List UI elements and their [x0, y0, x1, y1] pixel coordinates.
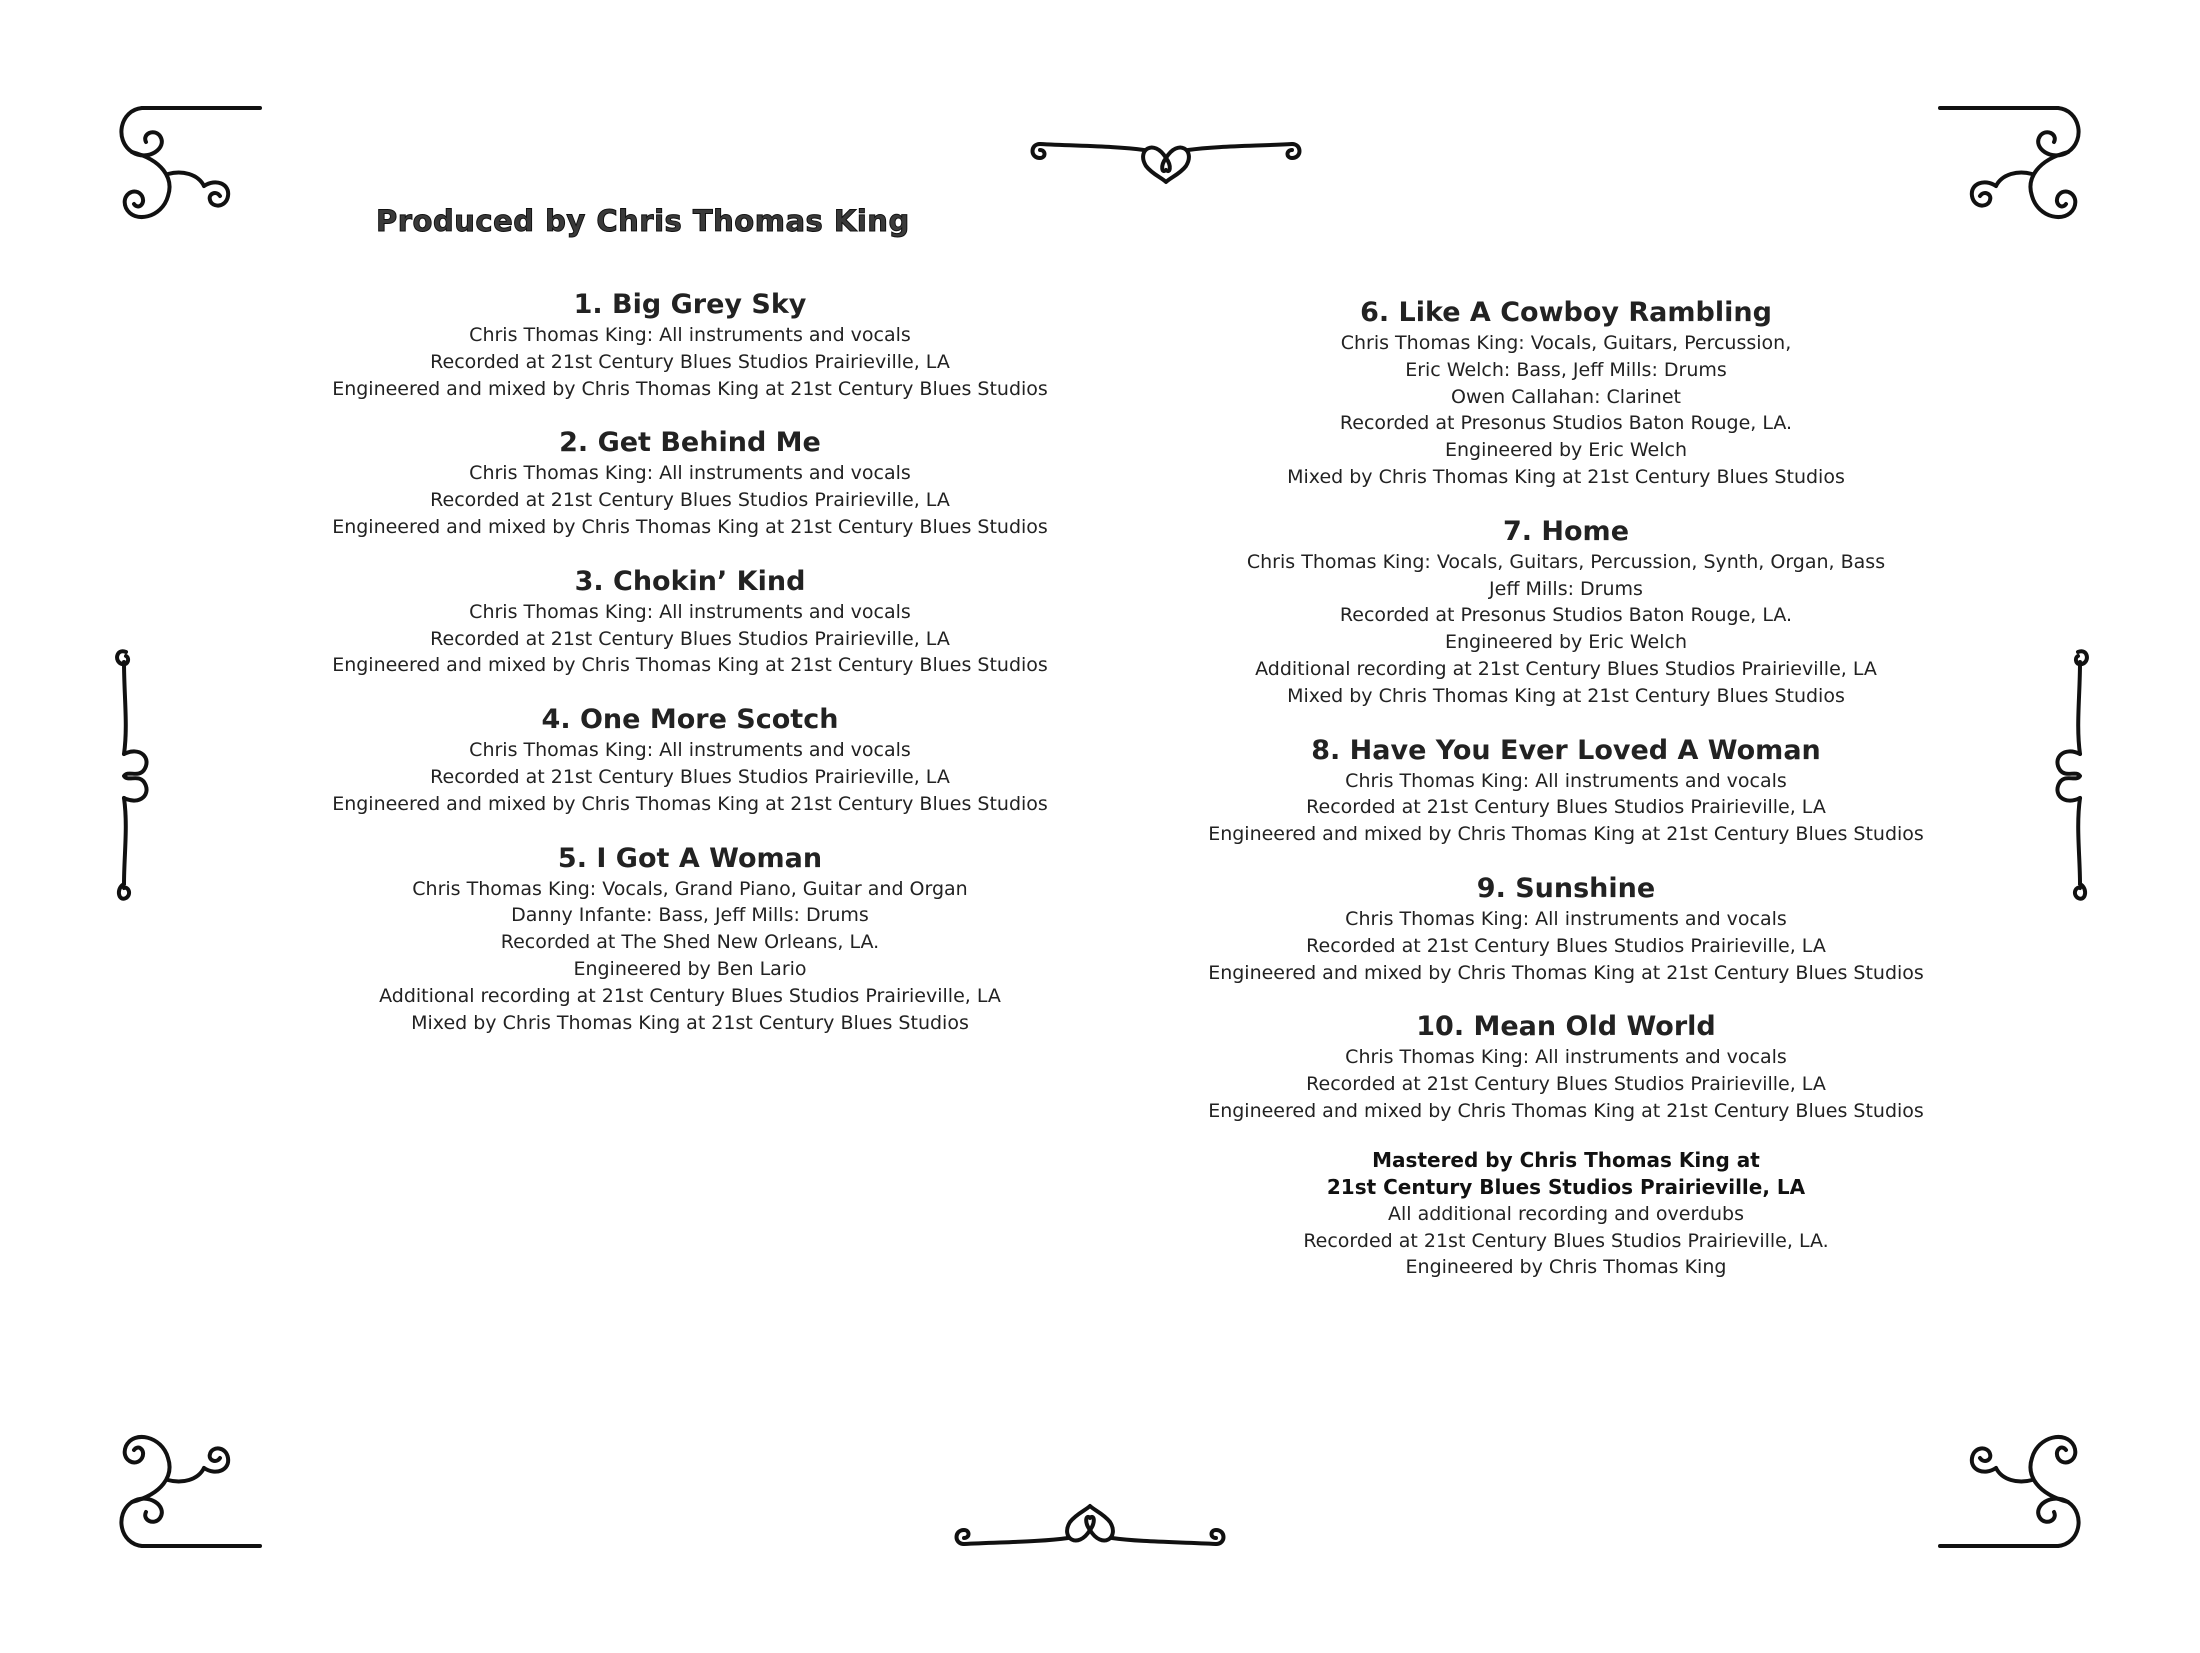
track-entry — [1206, 1010, 1926, 1124]
track-title: 5. I Got A Woman — [557, 842, 823, 874]
track-entry — [330, 842, 1050, 1037]
track-credit: Engineered and mixed by Chris Thomas King at 21st Century Blues Studios — [1208, 961, 1924, 984]
track-credit: Chris Thomas King: All instruments and vocals — [469, 462, 911, 485]
track-credit: Recorded at 21st Century Blues Studios Prairieville, LA — [1306, 796, 1826, 819]
track-entry — [330, 565, 1050, 679]
track-credit: Engineered by Ben Lario — [573, 957, 807, 980]
track-credit: Additional recording at 21st Century Blues Studios Prairieville, LA — [1255, 657, 1877, 680]
track-entry — [1206, 872, 1926, 986]
track-credit: Recorded at Presonus Studios Baton Rouge, LA. — [1339, 604, 1793, 627]
track-credit: Chris Thomas King: Vocals, Guitars, Percussion, Synth, Organ, Bass — [1246, 550, 1886, 573]
mastering-note: All additional recording and overdubs — [1388, 1202, 1744, 1225]
track-credit: Chris Thomas King: All instruments and vocals — [469, 600, 911, 623]
mastering-note: Recorded at 21st Century Blues Studios Prairieville, LA. — [1303, 1229, 1829, 1252]
track-credit: Engineered and mixed by Chris Thomas King at 21st Century Blues Studios — [1208, 823, 1924, 846]
side-flourish-left-icon — [106, 636, 166, 906]
track-credit: Recorded at 21st Century Blues Studios Prairieville, LA — [1306, 934, 1826, 957]
track-credit: Chris Thomas King: Vocals, Grand Piano, Guitar and Organ — [412, 877, 968, 900]
track-entry — [330, 426, 1050, 540]
track-title: 8. Have You Ever Loved A Woman — [1311, 734, 1821, 766]
mastered-studio-line: 21st Century Blues Studios Prairieville, LA — [1326, 1174, 1806, 1199]
track-credit: Mixed by Chris Thomas King at 21st Century Blues Studios — [1287, 684, 1845, 707]
track-credit: Chris Thomas King: All instruments and vocals — [1345, 907, 1787, 930]
track-entry — [330, 703, 1050, 817]
track-entry — [1206, 734, 1926, 848]
track-credit: Engineered by Eric Welch — [1444, 631, 1688, 654]
track-credit: Chris Thomas King: Vocals, Guitars, Percussion, — [1340, 332, 1792, 354]
track-title: 4. One More Scotch — [541, 704, 839, 736]
corner-swirl-bottom-right-icon — [1938, 1404, 2088, 1554]
track-title: 1. Big Grey Sky — [573, 289, 807, 320]
track-credit: Owen Callahan: Clarinet — [1450, 385, 1681, 408]
track-credit: Engineered and mixed by Chris Thomas King at 21st Century Blues Studios — [332, 792, 1048, 815]
track-credit: Recorded at 21st Century Blues Studios Prairieville, LA — [430, 350, 950, 373]
track-credit: Engineered and mixed by Chris Thomas King at 21st Century Blues Studios — [332, 654, 1048, 677]
track-list-left — [330, 288, 1050, 1036]
track-credit: Danny Infante: Bass, Jeff Mills: Drums — [511, 904, 869, 927]
track-credit: Engineered and mixed by Chris Thomas King at 21st Century Blues Studios — [332, 377, 1048, 400]
track-credit: Eric Welch: Bass, Jeff Mills: Drums — [1405, 358, 1727, 381]
track-credit: Chris Thomas King: All instruments and vocals — [469, 324, 911, 346]
corner-swirl-bottom-left-icon — [112, 1404, 262, 1554]
track-title: 10. Mean Old World — [1416, 1011, 1716, 1043]
track-credit: Mixed by Chris Thomas King at 21st Century Blues Studios — [1287, 465, 1845, 488]
track-credit: Recorded at The Shed New Orleans, LA. — [500, 931, 880, 954]
mastered-by-line: Mastered by Chris Thomas King at — [1372, 1147, 1760, 1172]
heart-flourish-top-icon — [1026, 128, 1306, 188]
track-title: 3. Chokin’ Kind — [574, 565, 806, 597]
track-credit: Recorded at 21st Century Blues Studios Prairieville, LA — [1306, 1073, 1826, 1096]
track-credit: Chris Thomas King: All instruments and vocals — [469, 739, 911, 762]
track-credit: Recorded at 21st Century Blues Studios Prairieville, LA — [430, 765, 950, 788]
track-entry — [330, 288, 1050, 402]
track-credit: Engineered and mixed by Chris Thomas King at 21st Century Blues Studios — [1208, 1099, 1924, 1122]
side-flourish-right-icon — [2038, 636, 2098, 906]
track-entry — [1206, 515, 1926, 710]
track-credit: Jeff Mills: Drums — [1489, 577, 1643, 600]
track-title: 9. Sunshine — [1476, 872, 1656, 904]
track-title: 6. Like A Cowboy Rambling — [1360, 297, 1772, 328]
track-credit: Recorded at 21st Century Blues Studios Prairieville, LA — [430, 627, 950, 650]
corner-swirl-top-left-icon — [112, 100, 262, 250]
track-credit: Engineered by Eric Welch — [1444, 439, 1688, 462]
track-credit: Engineered and mixed by Chris Thomas King at 21st Century Blues Studios — [332, 515, 1048, 538]
track-credit: Mixed by Chris Thomas King at 21st Century Blues Studios — [411, 1011, 969, 1034]
corner-swirl-top-right-icon — [1938, 100, 2088, 250]
track-title: 2. Get Behind Me — [559, 427, 821, 459]
track-credit: Chris Thomas King: All instruments and vocals — [1345, 1046, 1787, 1069]
track-credit: Recorded at 21st Century Blues Studios Prairieville, LA — [430, 489, 950, 512]
producer-credit-heading: Produced by Chris Thomas King — [376, 204, 910, 238]
track-credit: Chris Thomas King: All instruments and vocals — [1345, 769, 1787, 792]
track-list-right — [1206, 296, 1926, 1281]
mastering-credits — [1206, 1147, 1926, 1281]
track-credit: Recorded at Presonus Studios Baton Rouge, LA. — [1339, 412, 1793, 435]
track-credit: Additional recording at 21st Century Blues Studios Prairieville, LA — [379, 984, 1001, 1007]
track-title: 7. Home — [1502, 515, 1630, 547]
track-entry — [1206, 296, 1926, 491]
mastering-note: Engineered by Chris Thomas King — [1405, 1256, 1727, 1279]
heart-flourish-bottom-icon — [950, 1500, 1230, 1560]
